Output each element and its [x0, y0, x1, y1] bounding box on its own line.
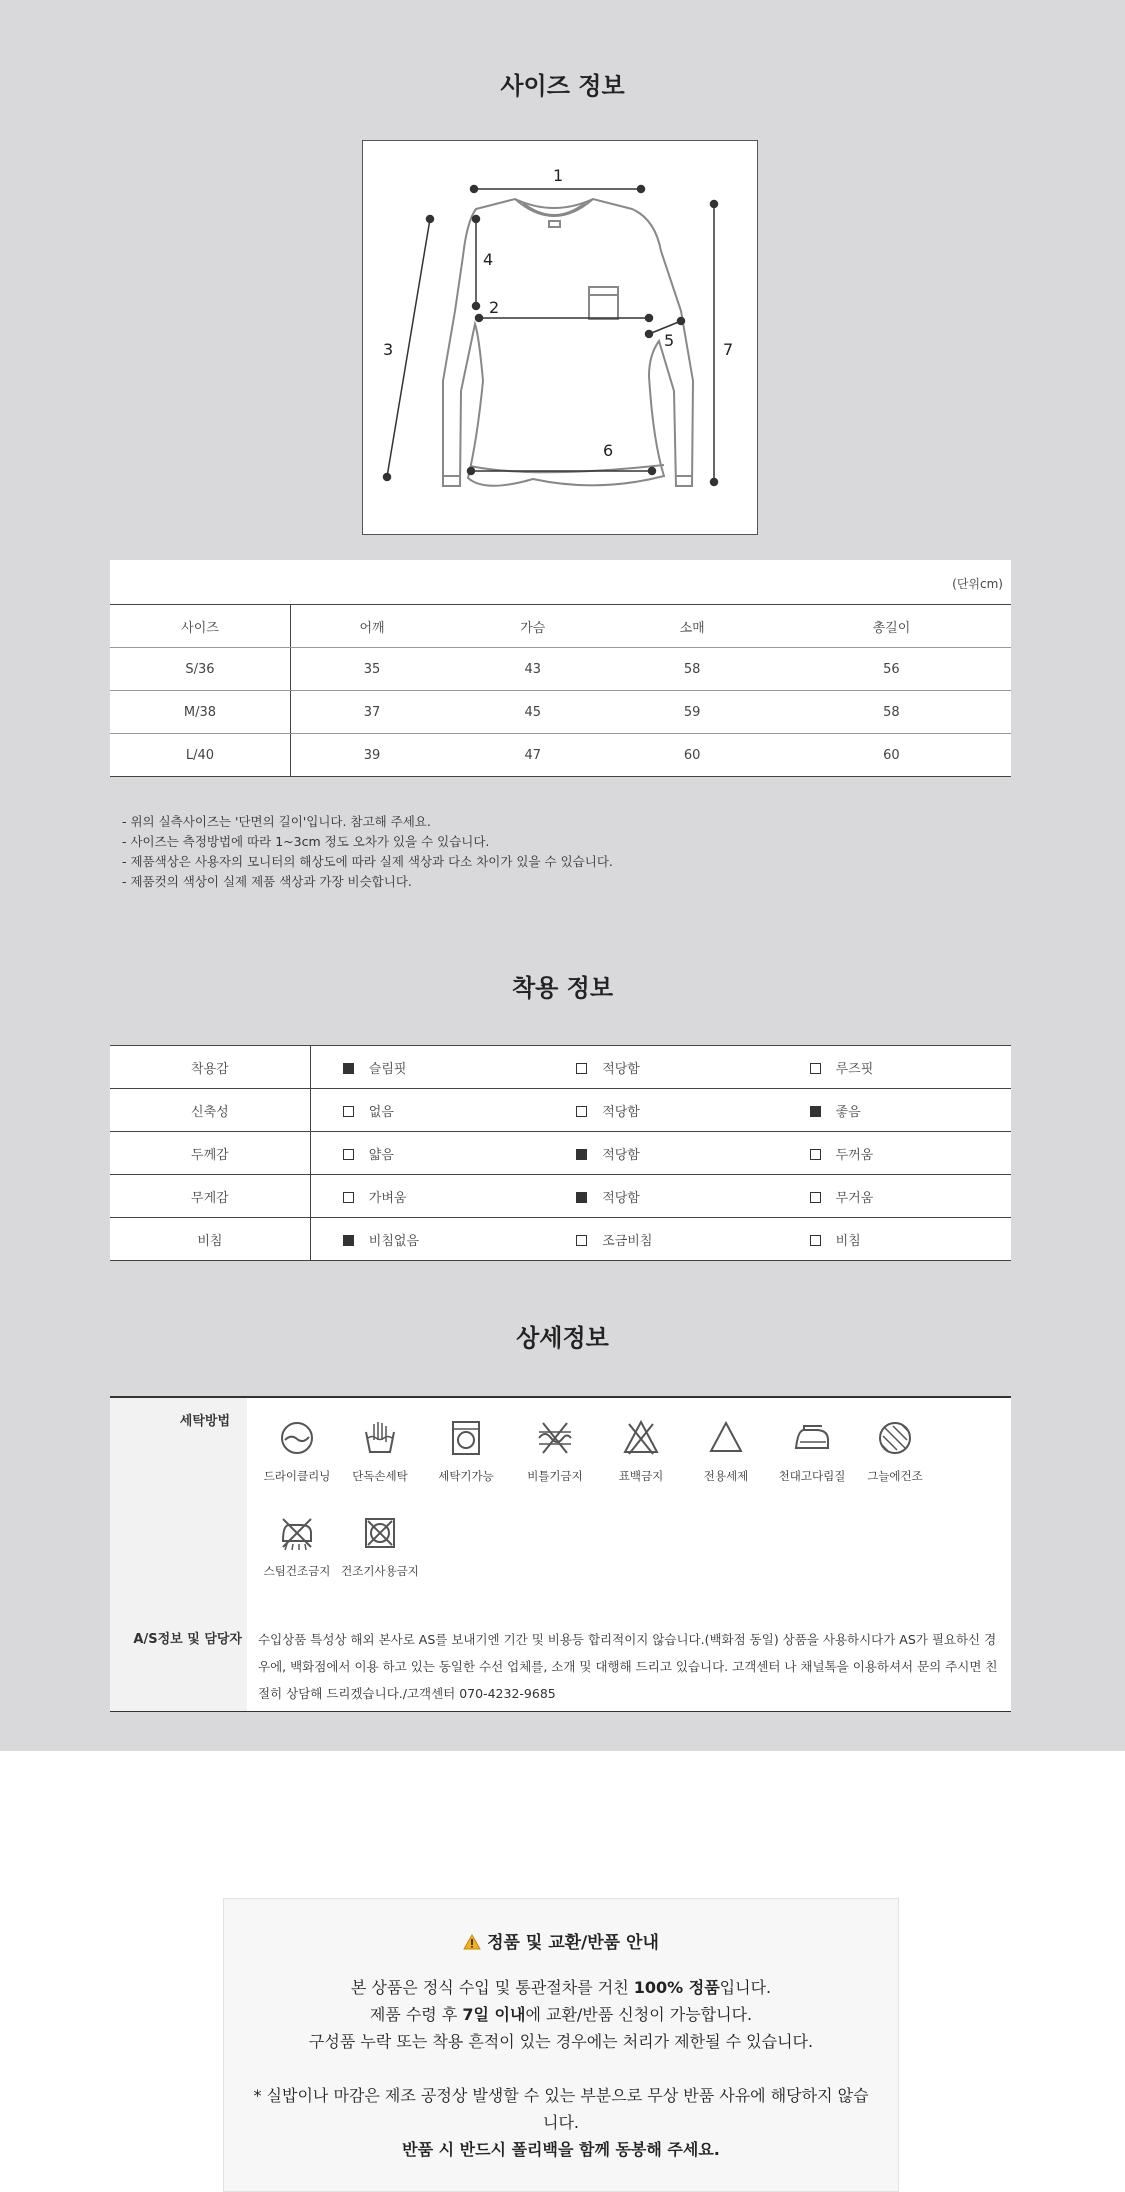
fit-option [310, 1089, 544, 1132]
fit-option [544, 1175, 777, 1218]
fit-option-label: 조금비침 [602, 1233, 653, 1249]
detail-panel [110, 1396, 1011, 1712]
col-header: 가슴 [453, 605, 612, 648]
fit-option-label: 얇음 [368, 1147, 394, 1163]
care-item [421, 1418, 511, 1484]
fit-option-label: 없음 [368, 1104, 394, 1120]
tshirt-diagram [363, 141, 757, 534]
table-cell: 45 [453, 691, 612, 734]
table-cell: 60 [683, 747, 701, 763]
as-info-text: 수입상품 특성상 해외 본사로 AS를 보내기엔 기간 및 비용등 합리적이지 않습니다.(백화점 동일) 상품을 사용하시다가 AS가 필요하신 경우에, 백화점에서 이용 하고 있는 동일한 수선 업체를, 소개 및 대행해 드리고 있습니다. 고객센터 나 채널톡을 이용하셔서 문의 주시면 친절히 상담해 드리겠습니다./고객센터 070-4232-9685 [258, 1632, 998, 1701]
table-cell: 59 [612, 691, 771, 734]
size-section-title: 사이즈 정보 [500, 72, 625, 100]
notice-text: 에 교환/반품 신청이 가능합니다. [525, 2005, 753, 2024]
notice-bold: 100% 정품 [633, 1978, 720, 1997]
checked-box-icon [576, 1149, 587, 1160]
care-item [335, 1513, 425, 1579]
fit-option [544, 1218, 777, 1261]
fit-row-label: 두께감 [110, 1132, 310, 1175]
detergent-icon [706, 1418, 746, 1458]
shade-dry-icon [875, 1418, 915, 1458]
care-item-label: 건조기사용금지 [341, 1564, 419, 1578]
size-notes [122, 812, 613, 892]
measure-label-3: 3 [383, 340, 394, 359]
detail-section-title: 상세정보 [516, 1324, 609, 1352]
fit-option [310, 1175, 544, 1218]
fit-option-label: 적당함 [602, 1190, 640, 1206]
no-bleach-icon [621, 1418, 661, 1458]
note-line: - 제품색상은 사용자의 모니터의 해상도에 따라 실제 색상과 다소 차이가 있을 수 있습니다. [122, 854, 613, 869]
dry-clean-icon [277, 1418, 317, 1458]
fit-option [544, 1132, 777, 1175]
unchecked-box-icon [343, 1106, 354, 1117]
fit-row [110, 1132, 1011, 1175]
fit-option [310, 1218, 544, 1261]
fit-option [778, 1046, 1011, 1089]
fit-option-label: 가벼움 [368, 1190, 407, 1206]
as-label: A/S정보 및 담당자 [133, 1632, 242, 1647]
measure-label-7: 7 [723, 340, 734, 359]
fit-row [110, 1089, 1011, 1132]
unchecked-box-icon [576, 1063, 587, 1074]
fit-option-label: 비침 [835, 1233, 861, 1249]
fit-option-label: 적당함 [602, 1147, 640, 1163]
unchecked-box-icon [343, 1192, 354, 1203]
fit-option [310, 1132, 544, 1175]
size-table-panel [110, 560, 1011, 776]
no-dryer-icon [360, 1513, 400, 1553]
col-header: 사이즈 [110, 605, 291, 648]
fit-option [778, 1132, 1011, 1175]
fit-option [310, 1046, 544, 1089]
measurement-diagram [362, 140, 758, 535]
table-cell: L/40 [110, 734, 291, 777]
fit-option-label: 슬림핏 [368, 1061, 407, 1077]
fit-row [110, 1046, 1011, 1089]
unchecked-box-icon [810, 1149, 821, 1160]
checked-box-icon [343, 1235, 354, 1246]
care-item [681, 1418, 771, 1484]
hand-wash-icon [360, 1418, 400, 1458]
warning-icon [463, 1934, 481, 1955]
notice-bold: 7일 이내 [462, 2005, 526, 2024]
unchecked-box-icon [810, 1192, 821, 1203]
fit-row [110, 1218, 1011, 1261]
notice-title: 정품 및 교환/반품 안내 [487, 1933, 659, 1953]
fit-option [778, 1175, 1011, 1218]
tshirt-outline [443, 199, 693, 486]
wash-label: 세탁방법 [179, 1414, 230, 1429]
unchecked-box-icon [810, 1235, 821, 1246]
care-item [596, 1418, 686, 1484]
fit-row-label: 신축성 [110, 1089, 310, 1132]
fit-option-label: 적당함 [602, 1104, 640, 1120]
fit-row-label: 무게감 [110, 1175, 310, 1218]
fit-option-label: 루즈핏 [835, 1061, 874, 1077]
table-row [110, 648, 1011, 691]
table-cell: 43 [453, 648, 612, 691]
unchecked-box-icon [810, 1063, 821, 1074]
measure-label-1: 1 [553, 166, 564, 185]
iron-icon [792, 1418, 832, 1458]
table-cell: 39 [363, 747, 381, 763]
table-cell: S/36 [110, 648, 291, 691]
notice-text: 입니다. [719, 1978, 772, 1997]
care-item-label: 스팀건조금지 [263, 1564, 331, 1578]
care-item [252, 1513, 342, 1579]
fit-option-label: 좋음 [835, 1104, 861, 1120]
notice-text: 구성품 누락 또는 착용 흔적이 있는 경우에는 처리가 제한될 수 있습니다. [308, 2032, 814, 2051]
notice-text: 본 상품은 정식 수입 및 통관절차를 거친 [350, 1978, 634, 1997]
measure-label-5: 5 [664, 331, 675, 350]
notice-text: 제품 수령 후 [369, 2005, 463, 2024]
unchecked-box-icon [576, 1235, 587, 1246]
table-cell: 47 [524, 747, 542, 763]
care-item-label: 천대고다림질 [778, 1469, 846, 1483]
col-header: 어깨 [291, 605, 454, 648]
col-header: 소매 [612, 605, 771, 648]
table-row [110, 734, 1011, 777]
table-cell: M/38 [110, 691, 291, 734]
unit-note: (단위cm) [952, 577, 1003, 591]
notice-title-row [224, 1928, 898, 1955]
table-cell: 56 [772, 648, 1011, 691]
checked-box-icon [576, 1192, 587, 1203]
measure-label-2: 2 [489, 298, 500, 317]
fit-section-title: 착용 정보 [511, 974, 614, 1002]
checked-box-icon [810, 1106, 821, 1117]
care-item-label: 비틀기금지 [527, 1469, 583, 1483]
care-item-label: 드라이클리닝 [263, 1469, 331, 1483]
care-item-label: 전용세제 [703, 1469, 749, 1483]
care-item [510, 1418, 600, 1484]
table-cell: 37 [291, 691, 454, 734]
care-item-label: 단독손세탁 [352, 1469, 408, 1483]
machine-wash-icon [446, 1418, 486, 1458]
table-cell: 58 [612, 648, 771, 691]
detail-side-column [110, 1398, 247, 1711]
fit-table [110, 1045, 1011, 1261]
note-line: - 위의 실측사이즈는 '단면의 길이'입니다. 참고해 주세요. [122, 814, 431, 829]
care-item-label: 표백금지 [618, 1469, 664, 1483]
col-header: 총길이 [772, 605, 1011, 648]
fit-option [778, 1089, 1011, 1132]
table-row [110, 691, 1011, 734]
size-table [110, 604, 1011, 777]
unchecked-box-icon [576, 1106, 587, 1117]
fit-option [544, 1046, 777, 1089]
note-line: - 사이즈는 측정방법에 따라 1~3cm 정도 오차가 있을 수 있습니다. [122, 834, 490, 849]
no-wring-icon [535, 1418, 575, 1458]
size-table-header [110, 605, 1011, 648]
table-cell: 35 [291, 648, 454, 691]
fit-option [544, 1089, 777, 1132]
measure-label-4: 4 [483, 250, 494, 269]
notice-text: * 실밥이나 마감은 제조 공정상 발생할 수 있는 부분으로 무상 반품 사유에 해당하지 않습니다. [253, 2086, 869, 2132]
notice-bold: 반품 시 반드시 폴리백을 함께 동봉해 주세요. [402, 2140, 720, 2159]
fit-row [110, 1175, 1011, 1218]
no-steam-icon [277, 1513, 317, 1553]
fit-option-label: 두꺼움 [835, 1147, 874, 1163]
unchecked-box-icon [343, 1149, 354, 1160]
fit-option-label: 적당함 [602, 1061, 640, 1077]
care-item [767, 1418, 857, 1484]
table-cell: 60 [883, 747, 900, 763]
care-item-label: 세탁기가능 [438, 1469, 494, 1483]
care-item [252, 1418, 342, 1484]
note-line: - 제품컷의 색상이 실제 제품 색상과 가장 비슷합니다. [122, 874, 412, 889]
table-cell: 58 [772, 691, 1011, 734]
care-item [850, 1418, 940, 1484]
care-item [335, 1418, 425, 1484]
fit-row-label: 비침 [110, 1218, 310, 1261]
care-item-label: 그늘에건조 [867, 1469, 923, 1483]
measure-label-6: 6 [603, 441, 614, 460]
fit-row-label: 착용감 [110, 1046, 310, 1089]
fit-option [778, 1218, 1011, 1261]
fit-option-label: 무거움 [835, 1190, 874, 1206]
notice-box [223, 1898, 899, 2192]
checked-box-icon [343, 1063, 354, 1074]
notice-body [244, 1974, 878, 2163]
fit-option-label: 비침없음 [368, 1233, 420, 1249]
